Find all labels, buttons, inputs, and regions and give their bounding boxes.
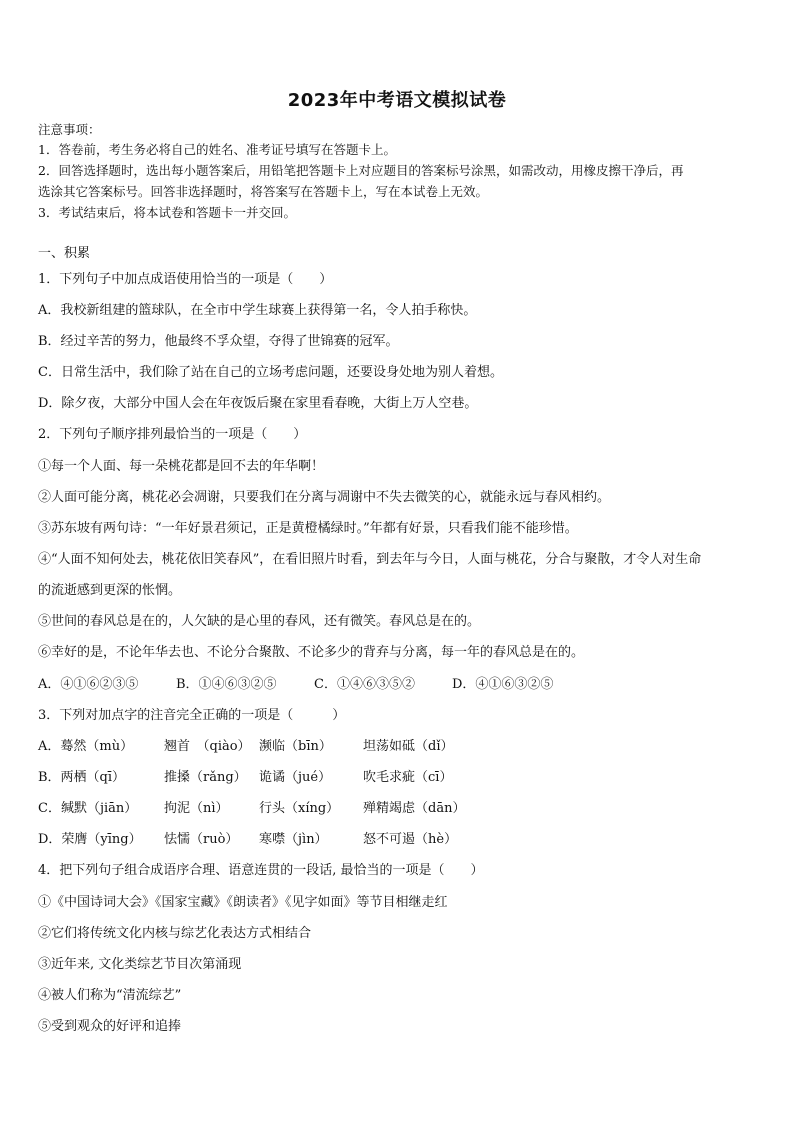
q2-sentence: ①每一个人面、每一朵桃花都是回不去的年华啊！ <box>38 459 325 474</box>
q1-option-b: B．经过辛苦的努力，他最终不孚众望，夺得了世锦赛的冠军。 <box>38 334 399 349</box>
q2-sentence: ③苏东坡有两句诗：“一年好景君须记，正是黄橙橘绿时。”年都有好景，只看我们能不能珍惜。 <box>38 521 578 536</box>
question-3-stem: 3．下列对加点字的注音完全正确的一项是（ ） <box>38 708 346 723</box>
q4-sentence: ②它们将传统文化内核与综艺化表达方式相结合 <box>38 926 312 941</box>
q3-c-word-1: C．缄默（jiān） <box>38 801 138 816</box>
q3-option-row <box>38 770 452 786</box>
q4-sentence: ④被人们称为“清流综艺” <box>38 988 182 1003</box>
question-4-stem: 4．把下列句子组合成语序合理、语意连贯的一段话, 最恰当的一项是（ ） <box>38 863 484 878</box>
q4-sentence: ⑤受到观众的好评和追捧 <box>38 1019 182 1034</box>
q2-option-c: C．①④⑥③⑤② <box>314 677 415 692</box>
section-heading: 一、积累 <box>38 246 91 261</box>
q3-option-row <box>38 739 453 755</box>
q2-sentence: ②人面可能分离，桃花必会凋谢，只要我们在分离与凋谢中不失去微笑的心，就能永远与春风相约。 <box>38 490 611 505</box>
q1-option-a: A．我校新组建的篮球队，在全市中学生球赛上获得第一名，令人拍手称快。 <box>38 303 477 318</box>
q3-c-word-3: 行头（xíng） <box>259 801 340 816</box>
question-1-stem: 1．下列句子中加点成语使用恰当的一项是（ ） <box>38 272 333 287</box>
q3-d-word-3: 寒噤（jìn） <box>259 832 328 847</box>
question-2-stem: 2．下列句子顺序排列最恰当的一项是（ ） <box>38 427 307 442</box>
q3-b-word-3: 诡谲（jué） <box>259 770 332 785</box>
q3-a-word-2: 翘首 （qiào） <box>164 739 251 754</box>
q3-d-word-1: D．荣膺（yīng） <box>38 832 142 847</box>
q3-b-word-1: B．两栖（qī） <box>38 770 126 785</box>
q1-option-d: D．除夕夜，大部分中国人会在年夜饭后聚在家里看春晚，大街上万人空巷。 <box>38 396 478 411</box>
q3-c-word-2: 拘泥（nì） <box>164 801 229 816</box>
q3-b-word-2: 推搡（rǎng） <box>164 770 247 785</box>
q2-option-a: A．④①⑥②③⑤ <box>38 677 139 692</box>
q2-option-d: D．④①⑥③②⑤ <box>452 677 554 692</box>
q3-c-word-4: 殚精竭虑（dān） <box>363 801 466 816</box>
q3-a-word-3: 濒临（bīn） <box>259 739 332 754</box>
q2-sentence: ④“人面不知何处去，桃花依旧笑春风”，在看旧照片时看，到去年与今日，人面与桃花，分合与聚散，才令人对生命 <box>38 552 702 567</box>
q2-sentence: ⑥幸好的是，不论年华去也、不论分合聚散、不论多少的背弃与分离，每一年的春风总是在的。 <box>38 645 585 660</box>
page-title: 2023年中考语文模拟试卷 <box>287 90 507 111</box>
q3-d-word-2: 怯懦（ruò） <box>164 832 239 847</box>
q2-option-b: B．①④⑥③②⑤ <box>176 677 277 692</box>
q1-option-c: C．日常生活中，我们除了站在自己的立场考虑问题，还要设身处地为别人着想。 <box>38 365 503 380</box>
notice-item: 2．回答选择题时，选出每小题答案后，用铅笔把答题卡上对应题目的答案标号涂黑，如需改动，用橡皮擦干净后，再 <box>38 163 684 178</box>
q4-sentence: ③近年来, 文化类综艺节目次第涌现 <box>38 957 242 972</box>
q3-a-word-1: A．蓦然（mù） <box>38 739 134 754</box>
q4-sentence: ①《中国诗词大会》《国家宝藏》《朗读者》《见字如面》等节目相继走红 <box>38 895 448 910</box>
q3-a-word-4: 坦荡如砥（dǐ） <box>363 739 454 754</box>
notice-item: 选涂其它答案标号。回答非选择题时，将答案写在答题卡上，写在本试卷上无效。 <box>38 184 489 199</box>
q3-b-word-4: 吹毛求疵（cī） <box>363 770 453 785</box>
notice-item: 3．考试结束后，将本试卷和答题卡一并交回。 <box>38 205 296 220</box>
q2-sentence: 的流逝感到更深的怅惘。 <box>38 583 182 598</box>
notice-item: 1．答卷前，考生务必将自己的姓名、准考证号填写在答题卡上。 <box>38 142 396 157</box>
q2-options <box>38 677 553 693</box>
q3-option-row <box>38 801 465 817</box>
q2-sentence: ⑤世间的春风总是在的，人欠缺的是心里的春风，还有微笑。春风总是在的。 <box>38 614 481 629</box>
q3-option-row <box>38 832 457 848</box>
q3-d-word-4: 怒不可遏（hè） <box>363 832 458 847</box>
notice-heading: 注意事项： <box>38 122 101 137</box>
